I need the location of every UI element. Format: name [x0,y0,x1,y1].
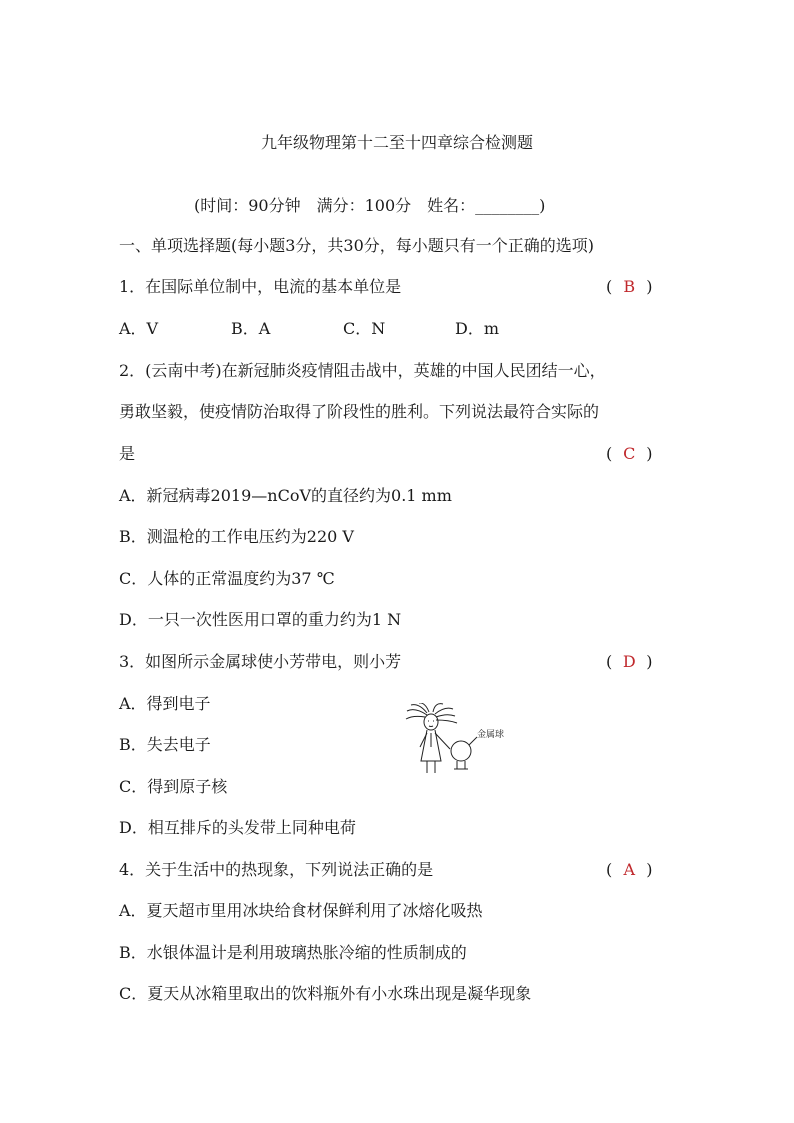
question-2-stem-line: 勇敢坚毅，使疫情防治取得了阶段性的胜利。下列说法最符合实际的 [119,402,600,421]
question-3-stem: 3．如图所示金属球使小芳带电，则小芳 [119,652,402,671]
question-4-option: A．夏天超市里用冰块给食材保鲜利用了冰熔化吸热 [119,901,483,920]
question-3-option: C．得到原子核 [119,777,228,796]
question-2-option: A．新冠病毒2019—nCoV的直径约为0.1 mm [119,486,452,505]
question-3-answer: ( D ) [606,652,653,671]
question-1-option: A．V [119,319,159,338]
question-1-option: D．m [455,319,500,338]
section-heading: 一、单项选择题(每小题3分，共30分，每小题只有一个正确的选项) [119,236,595,255]
page-title: 九年级物理第十二至十四章综合检测题 [260,133,533,152]
girl-metal-sphere-figure [405,703,517,775]
answer-letter: C [623,444,636,463]
answer-letter: B [623,277,636,296]
question-3-option: D．相互排斥的头发带上同种电荷 [119,818,356,837]
question-1-option: B．A [231,319,271,338]
question-2-stem-line: 2．(云南中考)在新冠肺炎疫情阻击战中，英雄的中国人民团结一心， [119,361,606,380]
question-2-stem-line: 是 [119,444,136,463]
question-2-option: C．人体的正常温度约为37 ℃ [119,569,335,588]
question-1-option: C．N [343,319,386,338]
answer-letter: D [622,652,636,671]
question-2-answer: ( C ) [606,444,653,463]
question-2-option: D．一只一次性医用口罩的重力约为1 N [119,610,402,629]
question-4-answer: ( A ) [606,860,653,879]
question-1-answer: ( B ) [606,277,653,296]
question-2-option: B．测温枪的工作电压约为220 V [119,527,354,546]
question-4-option: B．水银体温计是利用玻璃热胀冷缩的性质制成的 [119,943,467,962]
exam-meta: (时间：90分钟 满分：100分 姓名：________) [194,196,546,215]
figure-label: 金属球 [477,730,505,740]
question-3-option: B．失去电子 [119,735,211,754]
answer-letter: A [623,860,636,879]
question-3-option: A．得到电子 [119,694,211,713]
question-4-option: C．夏天从冰箱里取出的饮料瓶外有小水珠出现是凝华现象 [119,984,532,1003]
question-4-stem: 4．关于生活中的热现象，下列说法正确的是 [119,860,434,879]
question-1-stem: 1．在国际单位制中，电流的基本单位是 [119,277,402,296]
